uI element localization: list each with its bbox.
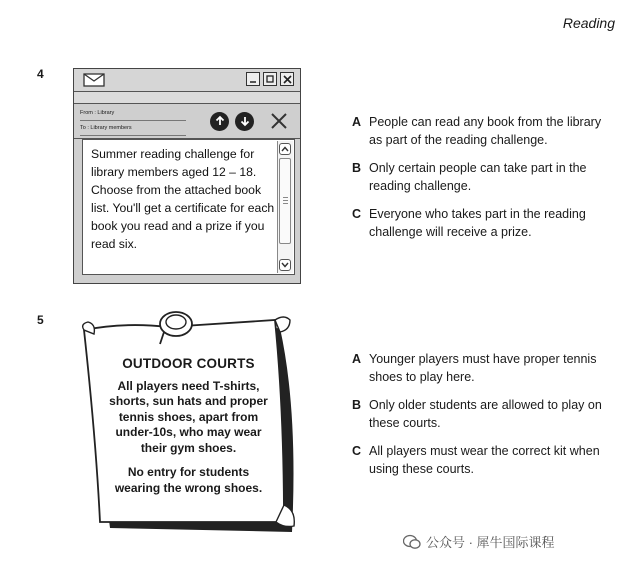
option-text: Only certain people can take part in the reading challenge. <box>369 161 587 193</box>
email-window <box>73 68 301 284</box>
scrollbar[interactable] <box>277 141 293 273</box>
email-header <box>74 104 300 139</box>
option-letter: A <box>352 352 362 366</box>
option-a <box>352 350 612 386</box>
scroll-up-arrow-icon[interactable] <box>279 143 291 155</box>
wechat-icon <box>403 534 421 550</box>
option-b <box>352 396 612 432</box>
email-to: To : Library members <box>80 121 186 136</box>
option-c <box>352 442 612 478</box>
email-subbar <box>74 92 300 104</box>
watermark <box>403 532 555 551</box>
maximize-icon[interactable] <box>263 72 277 86</box>
email-titlebar <box>74 69 300 92</box>
notice-paragraph-1: All players need T-shirts, shorts, sun hats and proper tennis shoes, apart from under-10s, who may wear their gym shoes. <box>109 378 268 455</box>
minimize-icon[interactable] <box>246 72 260 86</box>
option-text: People can read any book from the library as part of the reading challenge. <box>369 115 602 147</box>
option-b <box>352 159 612 195</box>
option-letter: B <box>352 398 362 412</box>
option-text: Everyone who takes part in the reading challenge will receive a prize. <box>369 207 586 239</box>
option-letter: B <box>352 161 362 175</box>
arrow-up-icon[interactable] <box>210 112 229 131</box>
question-4-number: 4 <box>37 67 44 81</box>
notice-paragraph-2: No entry for students wearing the wrong shoes. <box>114 465 263 495</box>
question-4-options <box>352 113 612 251</box>
option-letter: C <box>352 207 362 221</box>
question-5-options <box>352 350 612 488</box>
section-title: Reading <box>562 15 615 31</box>
option-letter: C <box>352 444 362 458</box>
notice-board <box>70 300 310 535</box>
option-text: Younger players must have proper tennis shoes to play here. <box>369 352 597 384</box>
email-message-text: Summer reading challenge for library members aged 12 – 18. Choose from the attached book list. You'll get a certificate for each book you read and a prize if you read six. <box>91 147 275 251</box>
scroll-down-arrow-icon[interactable] <box>279 259 291 271</box>
question-5-number: 5 <box>37 313 44 327</box>
option-letter: A <box>352 115 362 129</box>
notice-text <box>106 356 271 496</box>
envelope-icon <box>83 73 105 87</box>
email-message-box <box>82 139 295 275</box>
email-from: From : Library <box>80 106 186 121</box>
delete-x-icon[interactable] <box>268 110 290 132</box>
option-c <box>352 205 612 241</box>
option-text: All players must wear the correct kit when using these courts. <box>369 444 600 476</box>
option-a <box>352 113 612 149</box>
arrow-down-icon[interactable] <box>235 112 254 131</box>
watermark-text: 公众号 · 犀牛国际课程 <box>426 535 555 550</box>
notice-title: OUTDOOR COURTS <box>122 356 255 371</box>
close-icon[interactable] <box>280 72 294 86</box>
scroll-thumb[interactable] <box>279 158 291 244</box>
option-text: Only older students are allowed to play on these courts. <box>369 398 602 430</box>
